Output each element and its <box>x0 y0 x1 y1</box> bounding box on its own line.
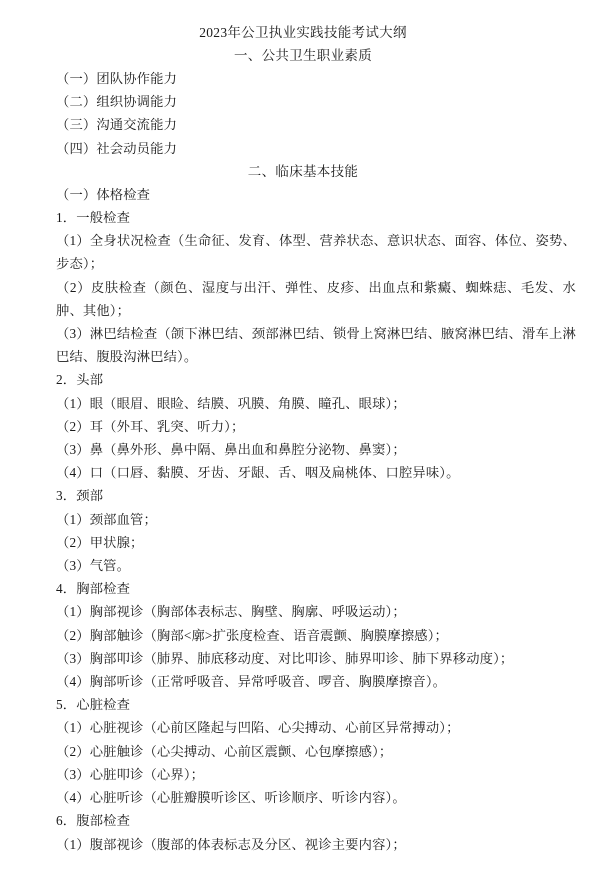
paragraph: （2）胸部触诊（胸部<廓>扩张度检查、语音震颤、胸膜摩擦感）； <box>56 627 448 643</box>
paragraph: （4）口（口唇、黏膜、牙齿、牙龈、舌、咽及扁桃体、口腔异味）。 <box>56 465 460 481</box>
paragraph: （1）腹部视诊（腹部的体表标志及分区、视诊主要内容）； <box>56 836 406 852</box>
paragraph: （2）皮肤检查（颜色、湿度与出汗、弹性、皮疹、出血点和紫癜、蜘蛛痣、毛发、水肿、其他）； <box>56 279 576 318</box>
section-heading: 二、临床基本技能 <box>247 163 359 179</box>
paragraph: （3）淋巴结检查（颌下淋巴结、颈部淋巴结、锁骨上窝淋巴结、腋窝淋巴结、滑车上淋巴结、腹股沟淋巴结）。 <box>56 326 576 365</box>
paragraph: 3．颈部 <box>56 488 104 504</box>
document-body <box>30 44 576 856</box>
paragraph: （2）甲状腺； <box>56 534 144 550</box>
paragraph: 5．心脏检查 <box>56 697 131 713</box>
paragraph: （3）心脏叩诊（心界）； <box>56 766 205 782</box>
paragraph: （2）心脏触诊（心尖搏动、心前区震颤、心包摩擦感）； <box>56 743 393 759</box>
paragraph: （1）胸部视诊（胸部体表标志、胸壁、胸廓、呼吸运动）； <box>56 604 406 620</box>
paragraph: （1）心脏视诊（心前区隆起与凹陷、心尖搏动、心前区异常搏动）； <box>56 720 460 736</box>
paragraph: （1）颈部血管； <box>56 511 157 527</box>
paragraph: （3）胸部叩诊（肺界、肺底移动度、对比叩诊、肺界叩诊、肺下界移动度）； <box>56 650 514 666</box>
paragraph: （3）鼻（鼻外形、鼻中隔、鼻出血和鼻腔分泌物、鼻窦）； <box>56 442 406 458</box>
paragraph: （2）耳（外耳、乳突、听力）； <box>56 418 245 434</box>
paragraph: 6．腹部检查 <box>56 813 131 829</box>
paragraph: （一）体格检查 <box>56 186 151 202</box>
paragraph: （4）胸部听诊（正常呼吸音、异常呼吸音、啰音、胸膜摩擦音）。 <box>56 674 447 690</box>
paragraph: （3）气管。 <box>56 558 131 574</box>
paragraph: （四）社会动员能力 <box>56 140 178 156</box>
paragraph: （1）眼（眼眉、眼睑、结膜、巩膜、角膜、瞳孔、眼球）； <box>56 395 406 411</box>
paragraph: （1）全身状况检查（生命征、发育、体型、营养状态、意识状态、面容、体位、姿势、步态）； <box>56 233 576 272</box>
paragraph: （三）沟通交流能力 <box>56 117 178 133</box>
paragraph: 4．胸部检查 <box>56 581 131 597</box>
paragraph: 2．头部 <box>56 372 104 388</box>
paragraph: 1．一般检查 <box>56 210 131 226</box>
paragraph: （二）组织协调能力 <box>56 94 178 110</box>
paragraph: （4）心脏听诊（心脏瓣膜听诊区、听诊顺序、听诊内容）。 <box>56 790 406 806</box>
page-title: 2023年公卫执业实践技能考试大纲 <box>199 25 407 40</box>
paragraph: （一）团队协作能力 <box>56 71 178 86</box>
section-heading: 一、公共卫生职业素质 <box>234 48 372 63</box>
